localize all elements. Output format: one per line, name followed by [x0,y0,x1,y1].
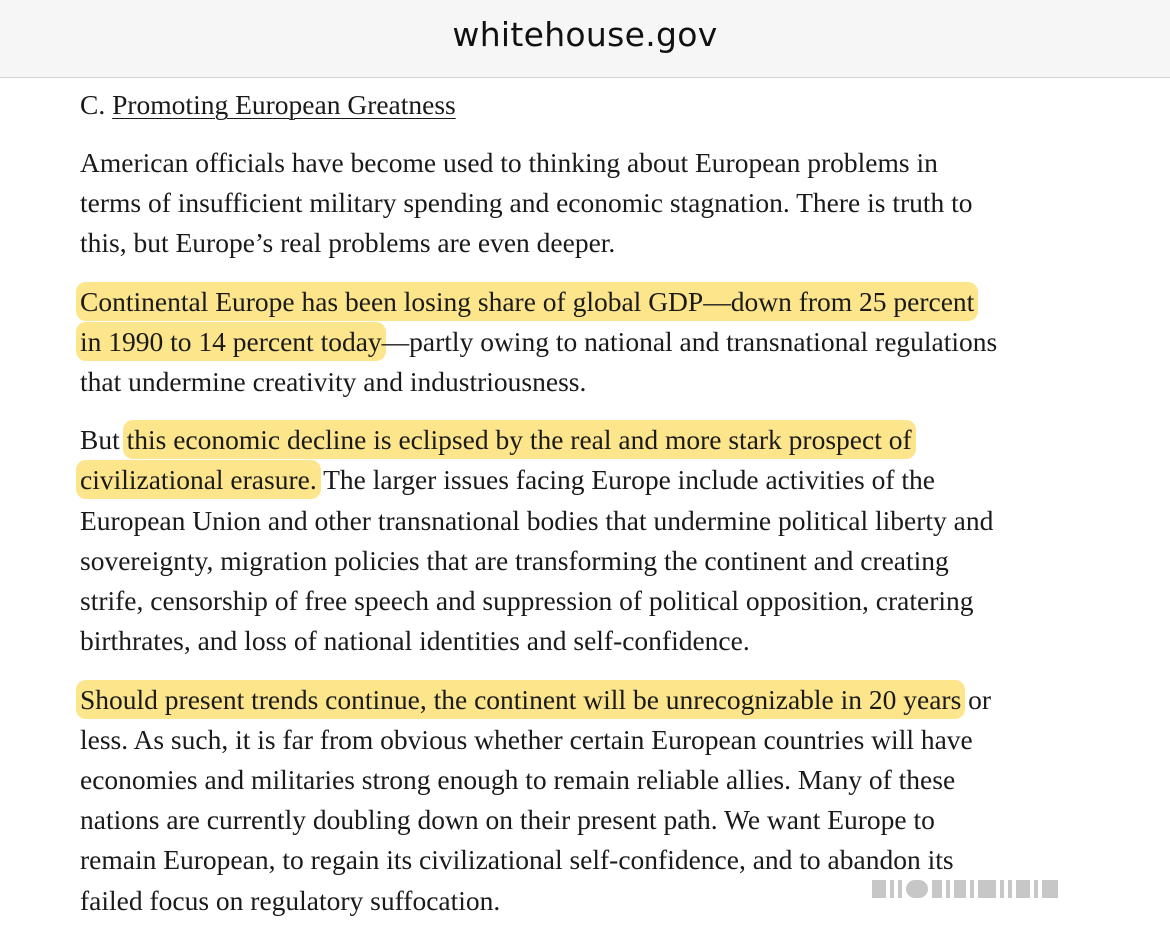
text-line [80,462,935,498]
text-span: The larger issues facing Europe include activities of the [316,464,935,495]
heading-letter: C. [80,89,106,120]
browser-address-bar[interactable] [0,0,1170,78]
text-line: terms of insufficient military spending and economic stagnation. There is truth to [80,187,973,218]
text-line [80,324,997,360]
highlighted-text: Continental Europe has been losing share of global GDP—down from 25 percent [80,286,975,317]
text-line: economies and militaries strong enough to remain reliable allies. Many of these [80,764,956,795]
text-line: this, but Europe’s real problems are even deeper. [80,227,616,258]
text-line: strife, censorship of free speech and suppression of political opposition, cratering [80,585,974,616]
watermark-logo [872,880,1058,898]
text-line: American officials have become used to thinking about European problems in [80,147,938,178]
text-line: failed focus on regulatory suffocation. [80,885,501,916]
highlighted-text: this economic decline is eclipsed by the real and more stark prospect of [126,424,912,455]
text-line: European Union and other transnational bodies that undermine political liberty and [80,505,994,536]
text-span: But [80,424,127,455]
text-line [80,682,991,718]
url-text[interactable]: whitehouse.gov [452,15,718,54]
text-line: less. As such, it is far from obvious whether certain European countries will have [80,724,973,755]
text-line: sovereignty, migration policies that are transforming the continent and creating [80,545,949,576]
highlighted-text: in 1990 to 14 percent today [80,326,382,357]
text-line [80,284,974,320]
text-line [80,422,912,458]
highlighted-text: civilizational erasure. [80,464,317,495]
text-span: or [961,684,992,715]
highlighted-text: Should present trends continue, the continent will be unrecognizable in 20 years [80,684,962,715]
heading-title: Promoting European Greatness [112,89,456,120]
text-line: birthrates, and loss of national identities and self-confidence. [80,625,750,656]
text-line: nations are currently doubling down on their present path. We want Europe to [80,804,935,835]
section-heading [80,87,456,123]
text-line: that undermine creativity and industriousness. [80,366,587,397]
text-span: —partly owing to national and transnational regulations [381,326,998,357]
text-line: remain European, to regain its civilizational self-confidence, and to abandon its [80,844,954,875]
